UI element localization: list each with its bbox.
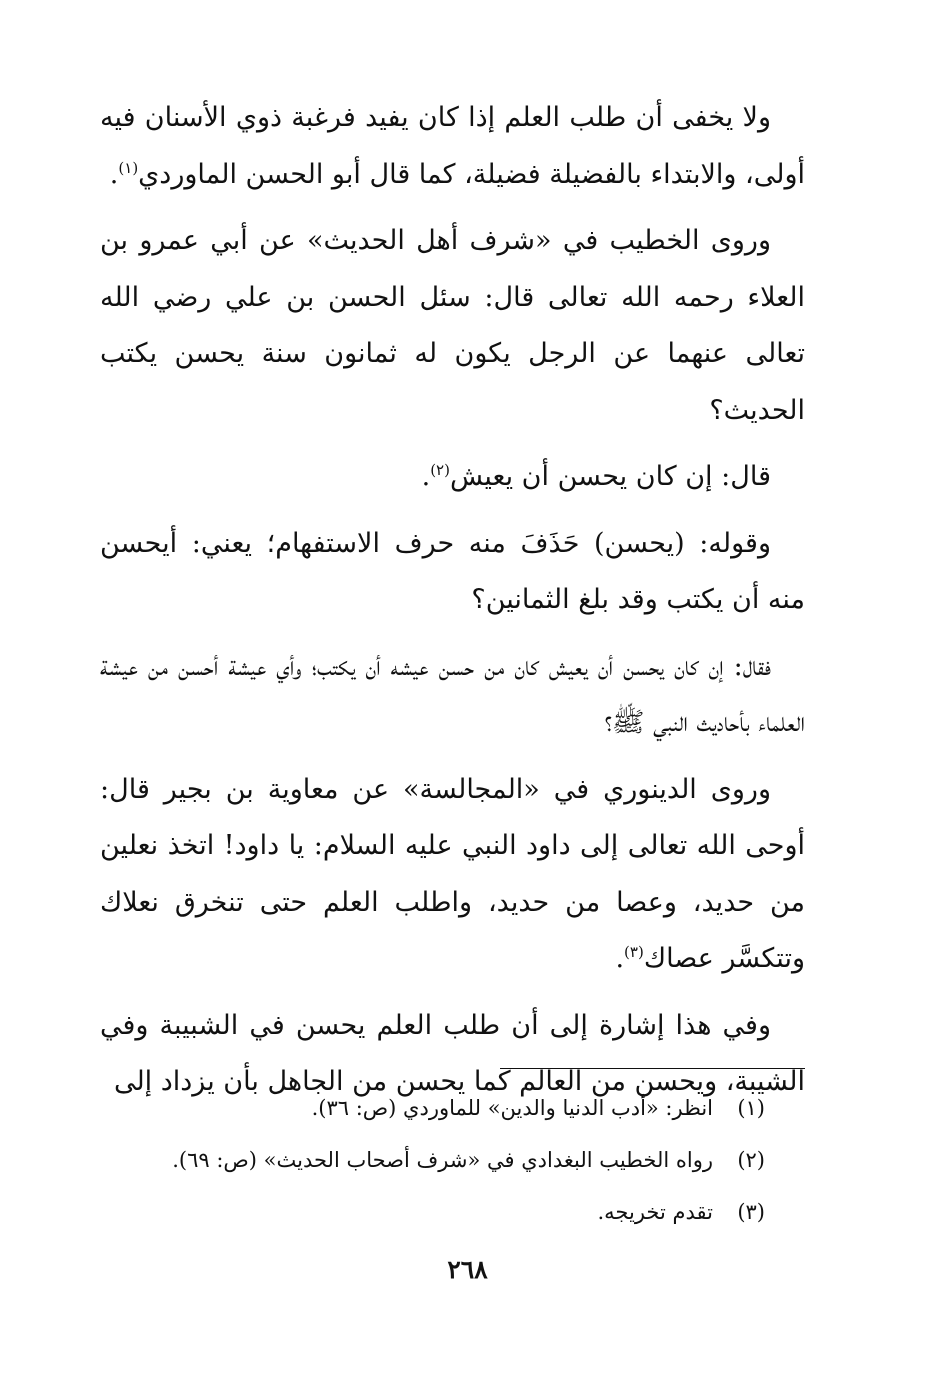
paragraph-text: وروى الخطيب في «شرف أهل الحديث» عن أبي عمرو بن العلاء رحمه الله تعالى قال: سئل الحسن بن علي رضي الله تعالى عنهما عن الرجل يكون له ثمانون سنة يحسن يكتب الحديث؟: [100, 225, 805, 426]
footnote-2: [100, 1134, 805, 1186]
footnote-mark: (٣): [624, 943, 644, 961]
paragraph-6: [100, 762, 805, 988]
main-text: [100, 90, 805, 1121]
paragraph-4: [100, 516, 805, 629]
footnote-3: [100, 1186, 805, 1238]
page-number: ٢٦٨: [447, 1255, 488, 1284]
footnote-number: (٢): [737, 1148, 765, 1172]
paragraph-tail: .: [615, 943, 625, 974]
footnote-mark: (١): [118, 158, 139, 177]
paragraph-3: [100, 449, 805, 506]
paragraph-text: وروى الدينوري في «المجالسة» عن معاوية بن بجير قال: أوحى الله تعالى إلى داود النبي عليه السلام: يا داود! اتخذ نعلين من حديد، وعصا من حديد، واطلب العلم حتى تنخرق نعلاك وتتكسَّر عصاك: [100, 773, 805, 974]
footnote-text: تقدم تخريجه.: [597, 1200, 713, 1224]
paragraph-5: [100, 639, 805, 752]
paragraph-text: ولا يخفى أن طلب العلم إذا كان يفيد فرغبة ذوي الأسنان فيه أولى، والابتداء بالفضيلة فضيلة، كما قال أبو الحسن الماوردي: [100, 102, 805, 190]
footnote-text: انظر: «أدب الدنيا والدين» للماوردي (ص: ٣٦).: [311, 1096, 713, 1120]
paragraph-tail: .: [109, 158, 119, 190]
footnote-1: [100, 1082, 805, 1134]
footnote-text: رواه الخطيب البغدادي في «شرف أصحاب الحديث» (ص: ٦٩).: [172, 1148, 713, 1172]
paragraph-text: فقال: إن كان يحسن أن يعيش كان من حسن عيشه أن يكتب؛ وأي عيشة أحسن من عيشة العلماء بأحاديث النبي ﷺ؟: [100, 650, 805, 738]
paragraph-text: وفي هذا إشارة إلى أن طلب العلم يحسن في الشبيبة وفي الشيبة، ويحسن من العالم كما يحسن من الجاهل بأن يزداد إلى: [100, 1009, 805, 1097]
paragraph-1: [100, 90, 805, 203]
paragraph-2: [100, 213, 805, 439]
footnote-mark: (٢): [430, 461, 450, 479]
footnote-number: (٣): [737, 1200, 765, 1224]
paragraph-text: قال: إن كان يحسن أن يعيش: [449, 461, 771, 492]
footnote-divider: [500, 1068, 805, 1069]
footnote-number: (١): [737, 1096, 765, 1120]
paragraph-text: وقوله: (يحسن) حَذَفَ منه حرف الاستفهام؛ يعني: أيحسن منه أن يكتب وقد بلغ الثمانين؟: [100, 527, 805, 615]
paragraph-tail: .: [421, 461, 431, 492]
footnotes: [100, 1082, 805, 1238]
